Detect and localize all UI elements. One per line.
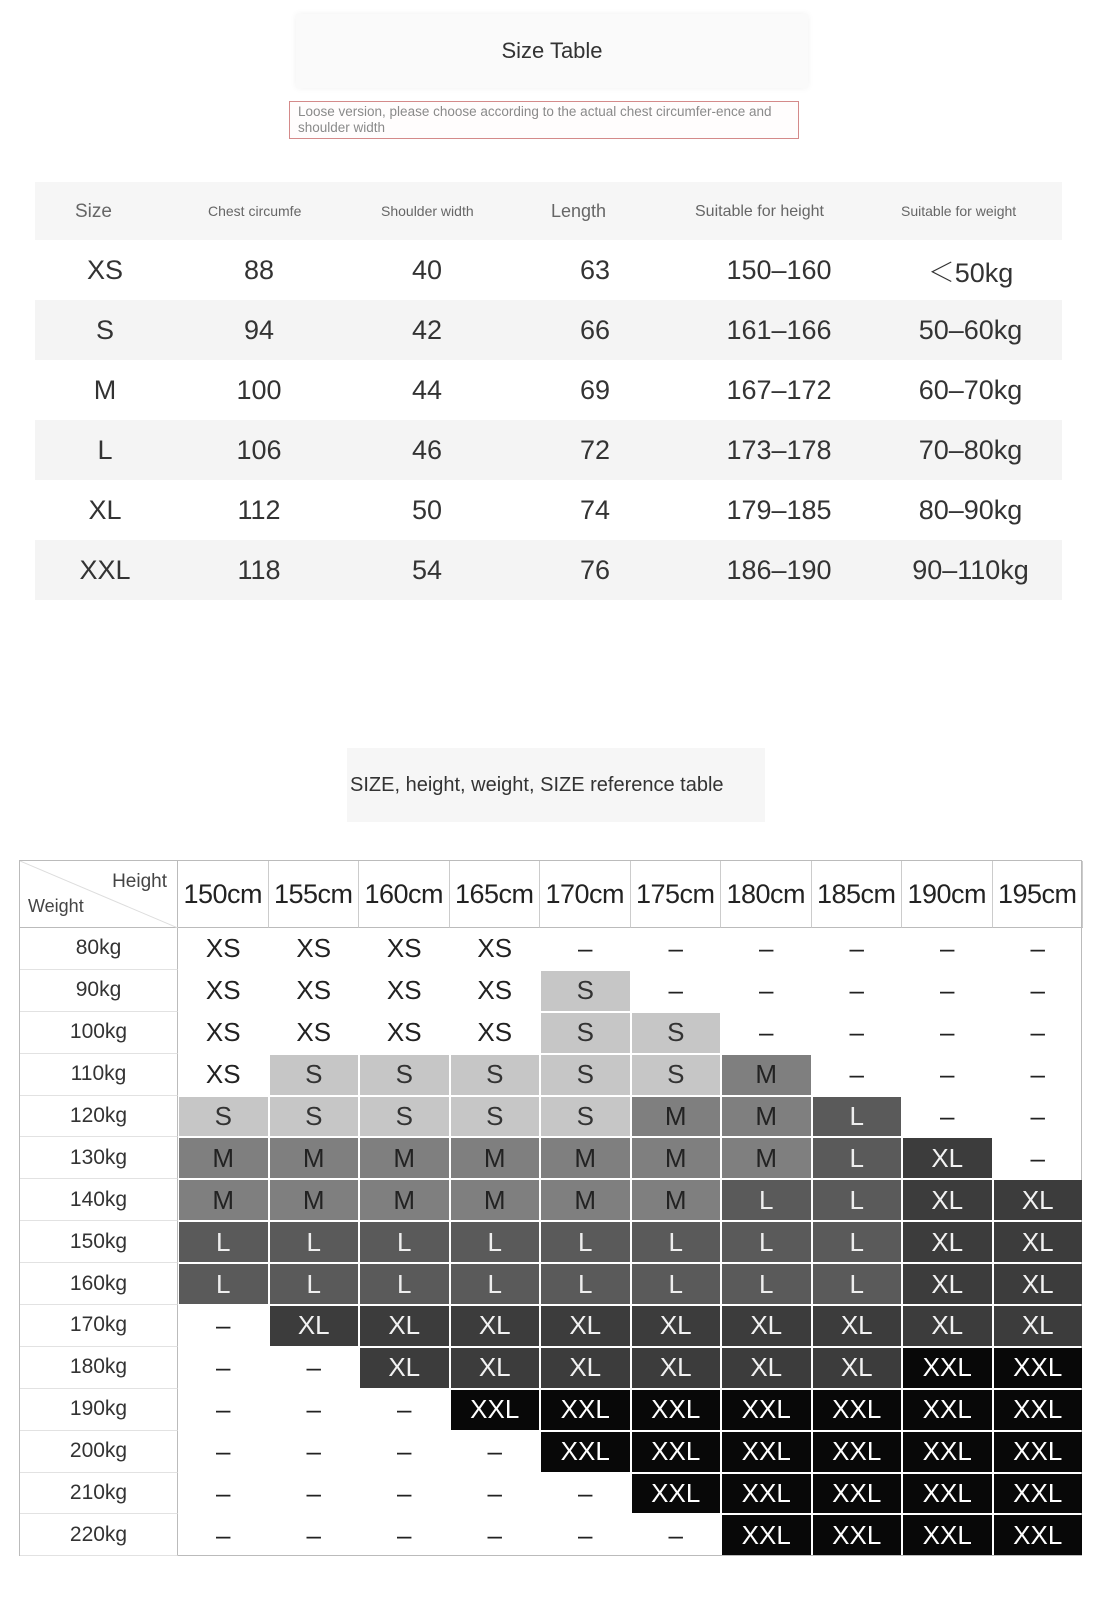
weight-row-header: 130kg <box>20 1137 178 1179</box>
size-cell: XL <box>994 1306 1083 1346</box>
size-cell: XL <box>903 1138 992 1178</box>
size-table-cell: XXL <box>79 554 131 585</box>
size-table-cell: XS <box>86 254 124 285</box>
size-cell: L <box>270 1222 359 1262</box>
size-cell: – <box>487 1478 502 1509</box>
size-table-cell: 161–166 <box>726 314 832 345</box>
size-cell: S <box>360 1055 449 1095</box>
size-table-cell: 54 <box>411 554 443 585</box>
size-cell: – <box>216 1310 231 1341</box>
size-cell: XS <box>477 975 513 1006</box>
size-cell: – <box>849 975 864 1006</box>
size-cell: XL <box>903 1180 992 1220</box>
size-cell: L <box>813 1097 902 1137</box>
size-cell: – <box>759 933 774 964</box>
size-table-cell: 76 <box>579 554 611 585</box>
size-cell: M <box>722 1097 811 1137</box>
size-cell: XXL <box>813 1474 902 1514</box>
size-table-row <box>35 240 1062 300</box>
size-cell: XL <box>722 1348 811 1388</box>
size-table-cell: 173–178 <box>726 434 832 465</box>
size-cell: L <box>813 1222 902 1262</box>
height-column-header: 180cm <box>721 861 812 928</box>
size-cell: – <box>1030 1101 1045 1131</box>
size-cell: – <box>397 1394 412 1425</box>
size-cell: XXL <box>813 1515 902 1555</box>
size-cell: XL <box>903 1306 992 1346</box>
size-cell: M <box>270 1180 359 1220</box>
size-table-cell: 80–90kg <box>918 494 1023 525</box>
size-cell: – <box>668 975 683 1006</box>
weight-row-header: 110kg <box>20 1054 178 1096</box>
size-cell: L <box>451 1264 540 1304</box>
size-cell: – <box>940 975 955 1006</box>
header-length: Length <box>551 200 607 221</box>
height-column-header: 185cm <box>812 861 903 928</box>
height-column-header: 165cm <box>450 861 541 928</box>
size-cell: M <box>270 1138 359 1178</box>
size-cell: L <box>451 1222 540 1262</box>
size-cell: S <box>541 1013 630 1053</box>
size-cell: – <box>1030 975 1045 1006</box>
size-table-cell: 40 <box>411 254 443 285</box>
size-cell: S <box>541 971 630 1011</box>
size-table-cell: 50–60kg <box>918 314 1023 345</box>
size-cell: XXL <box>994 1432 1083 1472</box>
size-cell: XS <box>386 1017 422 1048</box>
size-cell: – <box>306 1519 321 1550</box>
size-cell: – <box>940 1101 955 1131</box>
fit-notice: Loose version, please choose according to the actual chest circumfer-ence and shoulder width <box>289 101 799 139</box>
size-cell: M <box>360 1138 449 1178</box>
size-cell: – <box>306 1394 321 1425</box>
size-cell: XXL <box>994 1515 1083 1555</box>
size-cell: – <box>578 1478 593 1509</box>
size-cell: – <box>849 1059 864 1090</box>
size-table-cell: 63 <box>579 254 611 285</box>
size-cell: – <box>306 1436 321 1467</box>
size-cell: L <box>813 1264 902 1304</box>
size-cell: – <box>397 1436 412 1467</box>
size-cell: XS <box>296 975 332 1006</box>
header-weight: Suitable for weight <box>901 202 1017 219</box>
size-cell: S <box>270 1055 359 1095</box>
size-cell: XL <box>632 1306 721 1346</box>
size-table-cell: XL <box>88 494 122 525</box>
height-column-header: 150cm <box>178 861 269 928</box>
size-cell: XXL <box>903 1474 992 1514</box>
size-cell: XS <box>477 1017 513 1048</box>
size-table-cell: 46 <box>411 434 443 465</box>
size-cell: L <box>632 1222 721 1262</box>
size-cell: – <box>759 1017 774 1048</box>
size-cell: XS <box>477 933 513 964</box>
size-cell: – <box>940 1017 955 1048</box>
size-cell: XXL <box>903 1432 992 1472</box>
height-column-header: 170cm <box>540 861 631 928</box>
size-cell: M <box>451 1138 540 1178</box>
size-cell: L <box>360 1264 449 1304</box>
height-column-header: 195cm <box>993 861 1084 928</box>
size-cell: M <box>722 1138 811 1178</box>
size-cell: XXL <box>813 1432 902 1472</box>
size-cell: XL <box>994 1264 1083 1304</box>
size-cell: – <box>668 933 683 964</box>
size-cell: XXL <box>994 1474 1083 1514</box>
size-cell: M <box>632 1138 721 1178</box>
size-cell: XXL <box>632 1432 721 1472</box>
weight-row-header: 90kg <box>20 970 178 1012</box>
size-cell: XL <box>541 1306 630 1346</box>
size-table-title: Size Table <box>296 14 808 88</box>
size-table-cell: L <box>97 434 113 465</box>
size-cell: S <box>179 1097 268 1137</box>
size-cell: M <box>451 1180 540 1220</box>
weight-row-header: 190kg <box>20 1389 178 1431</box>
size-cell: XS <box>205 975 241 1006</box>
size-cell: – <box>1030 933 1045 964</box>
weight-row-header: 150kg <box>20 1221 178 1263</box>
size-cell: L <box>722 1180 811 1220</box>
header-size: Size <box>75 200 112 222</box>
size-table-header <box>35 182 1062 240</box>
size-cell: XS <box>205 1059 241 1090</box>
size-table-cell: 94 <box>243 314 275 345</box>
corner-height-label: Height <box>112 871 167 892</box>
size-cell: XXL <box>903 1348 992 1388</box>
size-cell: L <box>179 1222 268 1262</box>
size-table-cell: 100 <box>236 374 282 405</box>
size-cell: M <box>179 1138 268 1178</box>
weight-row-header: 200kg <box>20 1431 178 1473</box>
size-cell: L <box>270 1264 359 1304</box>
size-cell: XS <box>386 933 422 964</box>
size-cell: XXL <box>722 1515 811 1555</box>
size-cell: M <box>632 1180 721 1220</box>
size-cell: L <box>360 1222 449 1262</box>
size-cell: – <box>306 1478 321 1509</box>
size-cell: XS <box>205 1017 241 1048</box>
size-cell: XXL <box>451 1390 540 1430</box>
size-table-cell: 186–190 <box>726 554 832 585</box>
size-table-row <box>35 300 1062 360</box>
size-table-cell: 42 <box>411 314 443 345</box>
weight-row-header: 160kg <box>20 1263 178 1305</box>
size-table-cell: 90–110kg <box>912 554 1029 585</box>
size-cell: – <box>216 1394 231 1425</box>
size-cell: S <box>360 1097 449 1137</box>
size-table-cell: 179–185 <box>726 494 832 525</box>
size-table <box>35 182 1062 600</box>
size-cell: XL <box>994 1180 1083 1220</box>
size-cell: XXL <box>722 1474 811 1514</box>
weight-row-header: 100kg <box>20 1012 178 1054</box>
size-cell: – <box>1030 1142 1045 1173</box>
size-cell: XL <box>994 1222 1083 1262</box>
size-cell: XL <box>451 1306 540 1346</box>
size-table-cell: 106 <box>236 434 282 465</box>
size-cell: L <box>541 1222 630 1262</box>
size-table-cell: 50 <box>411 494 443 525</box>
size-cell: XL <box>541 1348 630 1388</box>
size-cell: S <box>270 1097 359 1137</box>
weight-row-header: 140kg <box>20 1179 178 1221</box>
size-cell: L <box>632 1264 721 1304</box>
size-reference-grid <box>19 860 1082 1556</box>
size-cell: – <box>578 933 593 964</box>
size-cell: L <box>541 1264 630 1304</box>
size-cell: – <box>1030 1059 1045 1090</box>
size-table-cell: 112 <box>237 494 281 525</box>
height-column-header: 175cm <box>631 861 722 928</box>
size-cell: XXL <box>903 1515 992 1555</box>
size-cell: XXL <box>541 1432 630 1472</box>
size-cell: XL <box>360 1348 449 1388</box>
size-table-cell: 167–172 <box>726 374 832 405</box>
size-cell: XXL <box>813 1390 902 1430</box>
size-cell: S <box>632 1055 721 1095</box>
size-cell: – <box>216 1436 231 1467</box>
reference-table-title: SIZE, height, weight, SIZE reference table <box>347 748 765 822</box>
size-cell: XL <box>813 1348 902 1388</box>
size-cell: XL <box>360 1306 449 1346</box>
header-shoulder: Shoulder width <box>381 202 474 219</box>
size-table-cell: 69 <box>579 374 611 405</box>
size-cell: XXL <box>722 1390 811 1430</box>
size-table-cell: ＜50kg <box>927 257 1014 288</box>
size-cell: XL <box>270 1306 359 1346</box>
size-cell: – <box>759 975 774 1006</box>
size-cell: – <box>1030 1017 1045 1048</box>
size-cell: – <box>216 1519 231 1550</box>
grid-corner <box>20 861 178 928</box>
size-cell: M <box>722 1055 811 1095</box>
size-cell: – <box>306 1352 321 1383</box>
size-cell: S <box>451 1055 540 1095</box>
size-cell: XXL <box>632 1474 721 1514</box>
size-cell: XS <box>205 933 241 964</box>
size-cell: XXL <box>722 1432 811 1472</box>
size-cell: L <box>813 1138 902 1178</box>
size-cell: S <box>451 1097 540 1137</box>
size-cell: S <box>541 1097 630 1137</box>
size-cell: – <box>397 1478 412 1509</box>
size-table-cell: 88 <box>243 254 275 285</box>
height-column-header: 160cm <box>359 861 450 928</box>
size-cell: XL <box>722 1306 811 1346</box>
weight-row-header: 180kg <box>20 1347 178 1389</box>
size-cell: – <box>668 1519 683 1550</box>
size-cell: – <box>487 1519 502 1550</box>
size-table-row <box>35 420 1062 480</box>
size-cell: XS <box>296 933 332 964</box>
height-column-header: 155cm <box>269 861 360 928</box>
size-cell: – <box>216 1352 231 1383</box>
size-cell: XXL <box>632 1390 721 1430</box>
size-table-row <box>35 360 1062 420</box>
size-cell: S <box>541 1055 630 1095</box>
size-table-cell: 66 <box>579 314 611 345</box>
size-cell: XL <box>903 1264 992 1304</box>
size-cell: M <box>360 1180 449 1220</box>
size-cell: L <box>813 1180 902 1220</box>
size-table-cell: 118 <box>237 554 281 585</box>
size-cell: S <box>632 1013 721 1053</box>
size-table-cell: 74 <box>579 494 611 525</box>
header-chest: Chest circumfe <box>208 202 302 219</box>
size-cell: – <box>849 1017 864 1048</box>
weight-row-header: 210kg <box>20 1473 178 1515</box>
size-cell: M <box>541 1180 630 1220</box>
header-height: Suitable for height <box>695 202 824 220</box>
size-cell: – <box>216 1478 231 1509</box>
size-cell: L <box>722 1264 811 1304</box>
size-cell: XL <box>903 1222 992 1262</box>
size-table-cell: S <box>95 314 114 345</box>
weight-row-header: 170kg <box>20 1305 178 1347</box>
size-table-row <box>35 540 1062 600</box>
size-cell: XL <box>813 1306 902 1346</box>
size-table-row <box>35 480 1062 540</box>
size-table-cell: 72 <box>579 434 611 465</box>
weight-row-header: 220kg <box>20 1514 178 1556</box>
size-cell: L <box>179 1264 268 1304</box>
size-cell: XS <box>386 975 422 1006</box>
size-table-cell: 70–80kg <box>918 434 1023 465</box>
size-cell: M <box>541 1138 630 1178</box>
size-cell: XL <box>632 1348 721 1388</box>
size-cell: XXL <box>994 1390 1083 1430</box>
corner-weight-label: Weight <box>28 896 84 916</box>
height-column-header: 190cm <box>902 861 993 928</box>
size-cell: M <box>179 1180 268 1220</box>
weight-row-header: 120kg <box>20 1096 178 1138</box>
size-table-cell: 150–160 <box>726 254 832 285</box>
size-cell: M <box>632 1097 721 1137</box>
size-cell: – <box>849 933 864 964</box>
size-cell: – <box>940 1059 955 1090</box>
size-table-cell: 60–70kg <box>918 374 1023 405</box>
weight-row-header: 80kg <box>20 928 178 970</box>
size-cell: XXL <box>903 1390 992 1430</box>
size-cell: – <box>487 1436 502 1467</box>
size-cell: XXL <box>994 1348 1083 1388</box>
size-table-cell: M <box>93 374 117 405</box>
size-cell: XXL <box>541 1390 630 1430</box>
size-cell: L <box>722 1222 811 1262</box>
size-cell: XL <box>451 1348 540 1388</box>
size-cell: – <box>397 1519 412 1550</box>
size-cell: – <box>578 1519 593 1550</box>
size-table-cell: 44 <box>411 374 443 405</box>
size-cell: XS <box>296 1017 332 1048</box>
size-cell: – <box>940 933 955 964</box>
